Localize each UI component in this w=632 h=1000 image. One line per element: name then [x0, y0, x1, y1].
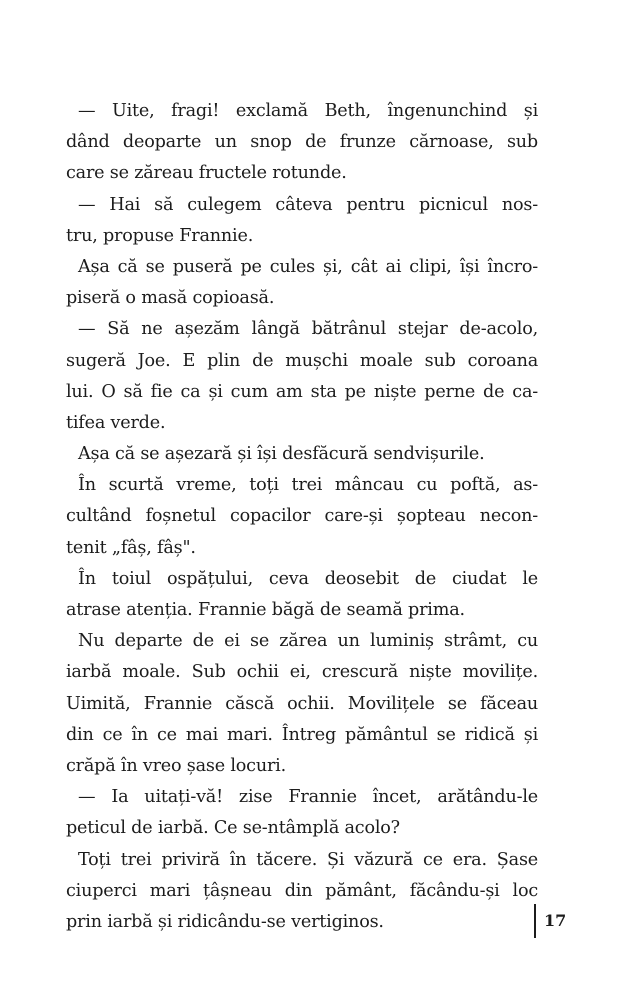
- text-line: ciuperci mari țâșneau din pământ, făcându-și loc: [66, 880, 538, 901]
- text-line: crăpă în vreo șase locuri.: [66, 755, 286, 776]
- text-line: — Ia uitați-vă! zise Frannie încet, arătându-le: [78, 787, 538, 808]
- text-line: care se zăreau fructele rotunde.: [66, 163, 347, 184]
- text-line: tru, propuse Frannie.: [66, 225, 254, 246]
- text-line: prin iarbă și ridicându-se vertiginos.: [66, 911, 384, 932]
- text-line: Așa că se puseră pe cules și, cât ai clipi, își încro-: [78, 256, 538, 277]
- body-text: [66, 96, 538, 938]
- text-line: — Uite, fragi! exclamă Beth, îngenunchind și: [78, 101, 538, 121]
- text-line: În toiul ospățului, ceva deosebit de ciudat le: [78, 568, 538, 589]
- text-line: Așa că se așezară și își desfăcură sendvișurile.: [78, 444, 485, 465]
- text-line: tenit „fâș, fâș".: [66, 537, 196, 558]
- text-line: Nu departe de ei se zărea un luminiș strâmt, cu: [78, 631, 538, 652]
- page-number: 17: [544, 911, 567, 930]
- text-line: În scurtă vreme, toți trei mâncau cu poftă, as-: [78, 475, 538, 496]
- text-line: tifea verde.: [66, 412, 166, 433]
- text-line: peticul de iarbă. Ce se-ntâmplă acolo?: [66, 818, 400, 839]
- page-number-rule: [534, 904, 536, 938]
- text-line: atrase atenția. Frannie băgă de seamă prima.: [66, 600, 465, 620]
- text-line: din ce în ce mai mari. Întreg pământul se ridică și: [66, 724, 538, 745]
- text-line: sugeră Joe. E plin de mușchi moale sub coroana: [66, 350, 538, 371]
- text-line: dând deoparte un snop de frunze cărnoase, sub: [66, 132, 538, 153]
- text-line: Uimită, Frannie căscă ochii. Movilițele se făceau: [66, 693, 538, 714]
- text-line: — Să ne așezăm lângă bătrânul stejar de-acolo,: [78, 319, 538, 340]
- text-line: — Hai să culegem câteva pentru picnicul nos-: [78, 194, 538, 215]
- text-line: iarbă moale. Sub ochii ei, crescură niște movilițe.: [66, 662, 538, 683]
- text-line: Toți trei priviră în tăcere. Și văzură ce era. Șase: [78, 849, 538, 870]
- text-line: lui. O să fie ca și cum am sta pe niște perne de ca-: [66, 381, 538, 402]
- text-line: cultând foșnetul copacilor care-și șopteau necon-: [66, 506, 538, 527]
- text-line: piseră o masă copioasă.: [66, 288, 275, 309]
